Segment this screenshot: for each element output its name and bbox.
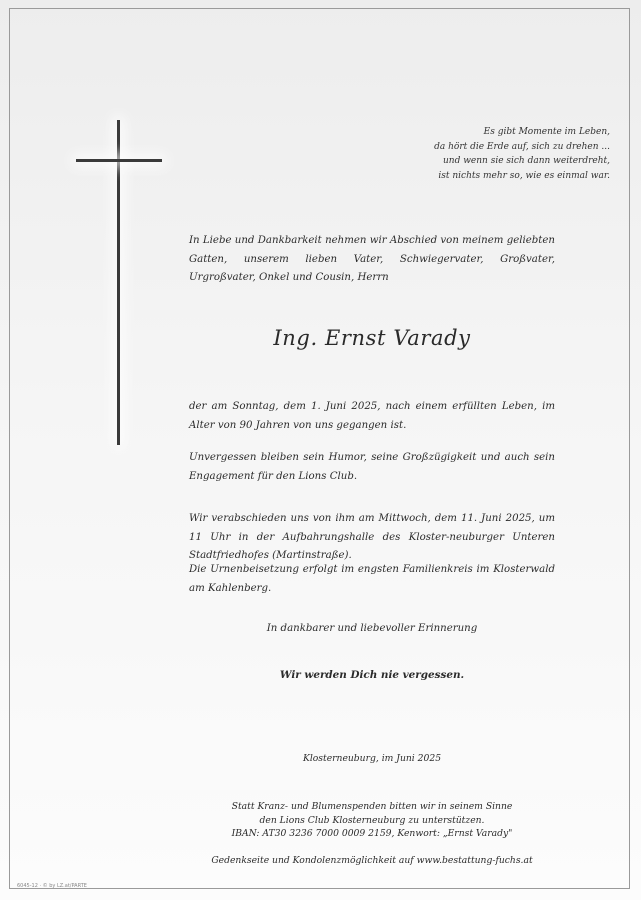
donation-iban-line: IBAN: AT30 3236 7000 0009 2159, Kenwort: „Ernst Varady" (231, 828, 513, 839)
quote-block (330, 125, 610, 183)
quote-line: Es gibt Momente im Leben, (483, 127, 610, 137)
farewell-paragraph: Wir verabschieden uns von ihm am Mittwoch, dem 11. Juni 2025, um 11 Uhr in der Aufbahrungshalle des Kloster-neuburger Unteren Stadtfriedhofes (Martinstraße). (189, 513, 555, 561)
place-date-line: Klosterneuburg, im Juni 2025 (302, 753, 442, 764)
quote-line: ist nichts mehr so, wie es einmal war. (438, 170, 610, 181)
never-forget-line: Wir werden Dich nie vergessen. (279, 669, 465, 681)
donation-line: den Lions Club Klosterneuburg zu unterstützen. (259, 814, 485, 826)
donation-line: Statt Kranz- und Blumenspenden bitten wir in seinem Sinne (231, 801, 513, 812)
condolence-website-line: Gedenkseite und Kondolenzmöglichkeit auf www.bestattung-fuchs.at (211, 855, 533, 866)
cross-vertical-beam (117, 120, 120, 445)
memory-line: In dankbarer und liebevoller Erinnerung (266, 623, 478, 634)
print-code: 6045-12 · © by LZ.at/PARTE (17, 883, 87, 889)
deceased-name: Ing. Ernst Varady (273, 326, 471, 350)
quote-line: da hört die Erde auf, sich zu drehen ... (434, 141, 610, 152)
death-paragraph: der am Sonntag, dem 1. Juni 2025, nach einem erfüllten Leben, im Alter von 90 Jahren von uns gegangen ist. (189, 401, 555, 431)
donation-notice (189, 800, 555, 841)
cross-horizontal-beam (76, 159, 162, 162)
urn-paragraph: Die Urnenbeisetzung erfolgt im engsten Familienkreis im Klosterwald am Kahlenberg. (189, 564, 555, 594)
remembrance-paragraph: Unvergessen bleiben sein Humor, seine Großzügigkeit und auch sein Engagement für den Lions Club. (189, 452, 555, 482)
quote-line: und wenn sie sich dann weiterdreht, (443, 156, 610, 167)
intro-text: In Liebe und Dankbarkeit nehmen wir Abschied von meinem geliebten Gatten, unserem lieben Vater, Schwiegervater, Großvater, Urgroßvater, Onkel und Cousin, Herrn (189, 235, 555, 283)
